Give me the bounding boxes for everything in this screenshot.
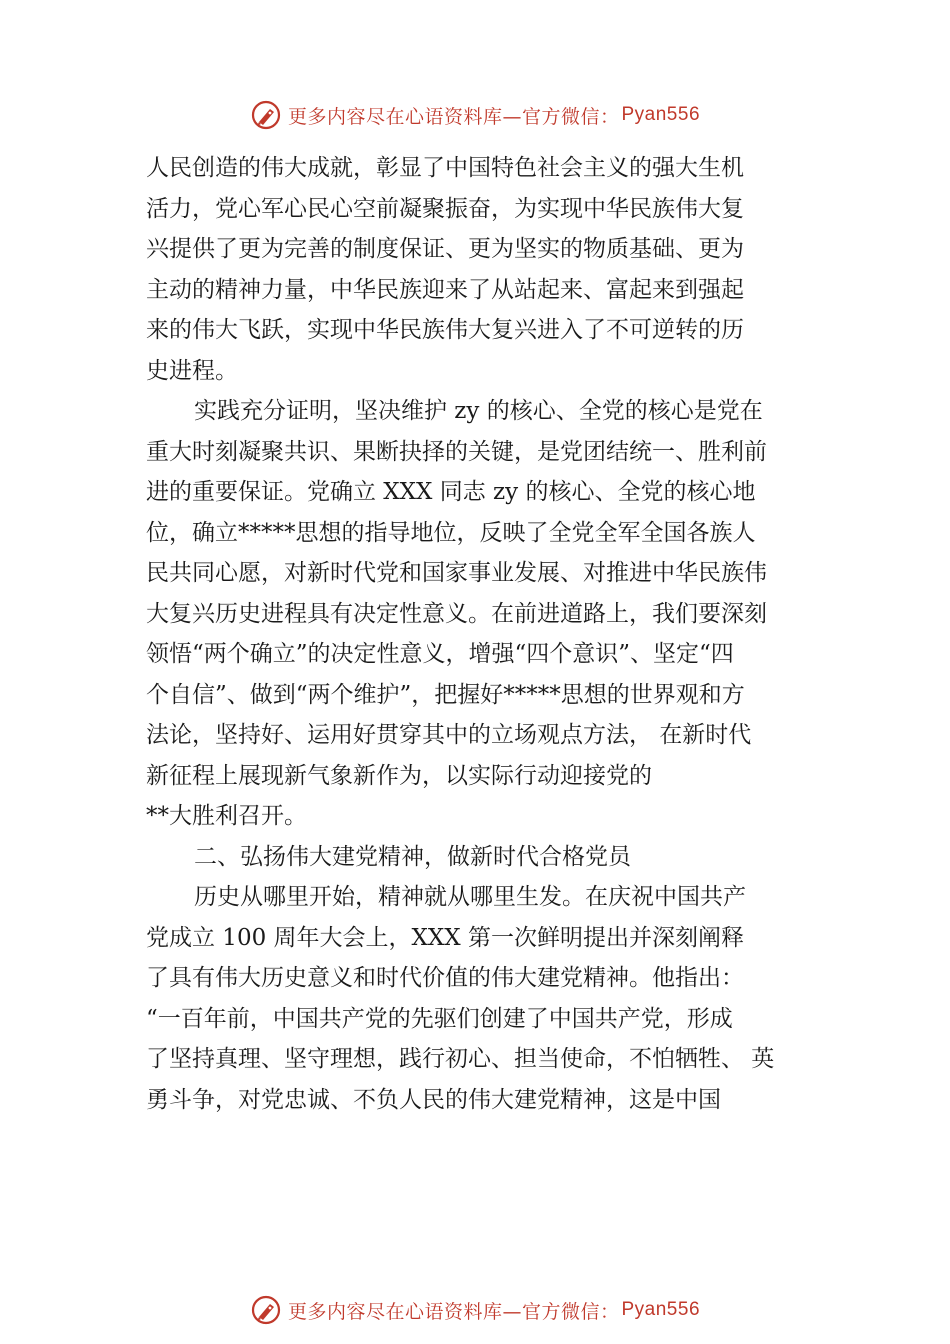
text-line: 法论，坚持好、运用好贯穿其中的立场观点方法， 在新时代 (146, 722, 752, 748)
section-heading: 二、弘扬伟大建党精神，做新时代合格党员 (194, 843, 631, 870)
pen-nib-logo-icon (250, 1294, 282, 1326)
text-line: 来的伟大飞跃，实现中华民族伟大复兴进入了不可逆转的历 (146, 317, 744, 343)
footer-banner (0, 1288, 950, 1332)
text-line: 活力，党心军心民心空前凝聚振奋，为实现中华民族伟大复 (146, 195, 744, 222)
document-body (146, 148, 818, 1120)
text-line: 民共同心愿，对新时代党和国家事业发展、对推进中华民族伟 (146, 560, 767, 586)
text-line: 了坚持真理、坚守理想，践行初心、担当使命，不怕牺牲、 英 (146, 1046, 775, 1072)
banner-wechat-id: Pyan556 (621, 104, 701, 125)
text-line: 大复兴历史进程具有决定性意义。在前进道路上，我们要深刻 (146, 600, 767, 627)
text-line: 党成立 100 周年大会上，XXX 第一次鲜明提出并深刻阐释 (146, 924, 744, 951)
text-line: 位，确立*****思想的指导地位，反映了全党全军全国各族人 (146, 519, 756, 546)
text-line: 进的重要保证。党确立 XXX 同志 zy 的核心、全党的核心地 (146, 479, 756, 505)
text-line: 重大时刻凝聚共识、果断抉择的关键，是党团结统一、胜利前 (146, 438, 767, 465)
text-line: 勇斗争，对党忠诚、不负人民的伟大建党精神，这是中国 (146, 1086, 721, 1113)
text-line: 新征程上展现新气象新作为，以实际行动迎接党的 (146, 762, 652, 789)
text-line: 人民创造的伟大成就，彰显了中国特色社会主义的强大生机 (146, 155, 744, 181)
text-line: 个自信”、做到“两个维护”，把握好*****思想的世界观和方 (146, 681, 745, 708)
text-line: 领悟“两个确立”的决定性意义，增强“四个意识”、坚定“四 (146, 641, 734, 667)
banner-text: 更多内容尽在心语资料库—官方微信： (287, 105, 620, 128)
text-line: 主动的精神力量，中华民族迎来了从站起来、富起来到强起 (146, 276, 744, 303)
text-line: 史进程。 (146, 357, 238, 384)
header-banner (0, 93, 950, 137)
text-line: 了具有伟大历史意义和时代价值的伟大建党精神。他指出： (146, 965, 744, 991)
pen-nib-logo-icon (250, 99, 282, 131)
paragraph-first-line: 实践充分证明，坚决维护 zy 的核心、全党的核心是党在 (194, 398, 763, 424)
text-line: **大胜利召开。 (146, 803, 307, 829)
text-line: “一百年前，中国共产党的先驱们创建了中国共产党，形成 (146, 1005, 733, 1032)
banner-text: 更多内容尽在心语资料库—官方微信： (287, 1300, 620, 1323)
paragraph-first-line: 历史从哪里开始，精神就从哪里生发。在庆祝中国共产 (194, 884, 746, 910)
banner-wechat-id: Pyan556 (621, 1299, 701, 1320)
text-line: 兴提供了更为完善的制度保证、更为坚实的物质基础、更为 (146, 236, 744, 262)
